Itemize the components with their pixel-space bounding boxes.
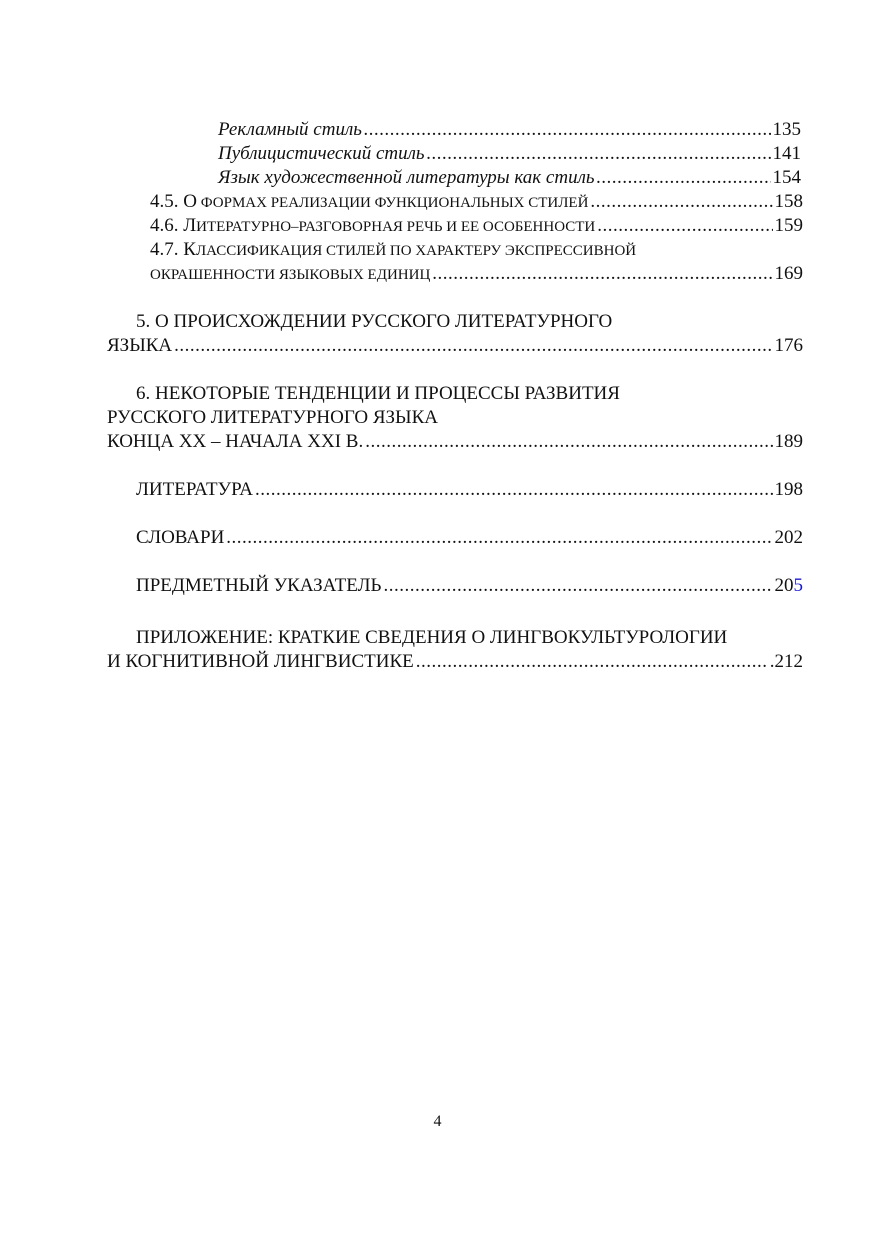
dot-leader [364,118,771,142]
section-title-rest: ФОРМАХ РЕАЛИЗАЦИИ ФУНКЦИОНАЛЬНЫХ СТИЛЕЙ [196,195,589,211]
page-digit-highlight: 5 [793,575,803,596]
dot-leader [416,650,768,674]
toc-chapter-6-line3[interactable] [107,430,803,454]
toc-entry-title: Язык художественной литературы как стиль [218,167,595,188]
toc-entry-page: 198 [774,479,803,500]
toc-entry-4-5[interactable] [150,190,803,215]
toc-appendix-line1[interactable]: ПРИЛОЖЕНИЕ: КРАТКИЕ СВЕДЕНИЯ О ЛИНГВОКУЛЬТУРОЛОГИИ [136,627,728,648]
dot-leader [590,190,772,214]
dot-leader [226,526,772,550]
toc-entry-page: 141 [772,143,801,164]
toc-entry-page: 176 [774,335,803,356]
toc-entry-page: 154 [772,167,801,188]
toc-chapter-6-line1[interactable]: 6. НЕКОТОРЫЕ ТЕНДЕНЦИИ И ПРОЦЕССЫ РАЗВИТИЯ [136,383,620,404]
toc-dictionaries[interactable] [136,526,803,550]
toc-entry-page: 202 [774,527,803,548]
toc-entry-publicistic-style[interactable] [218,142,801,166]
toc-appendix-line2[interactable] [107,650,803,674]
toc-entry-4-6[interactable] [150,214,803,239]
section-number: 4.6. Л [150,215,197,236]
toc-entry-4-7-line1[interactable] [150,238,636,263]
toc-entry-title: Публицистический стиль [218,143,425,164]
toc-entry-fiction-style[interactable] [218,166,801,190]
toc-entry-title: КОНЦА ХХ – НАЧАЛА XXI В. [107,431,364,452]
toc-chapter-6-line2[interactable]: РУССКОГО ЛИТЕРАТУРНОГО ЯЗЫКА [107,407,439,428]
dot-leader [174,334,772,358]
page-number: 4 [433,1113,442,1130]
toc-chapter-5-line2[interactable] [107,334,803,358]
toc-entry-title: ОКРАШЕННОСТИ ЯЗЫКОВЫХ ЕДИНИЦ [150,267,431,283]
toc-entry-page [775,574,804,598]
dot-leader [255,478,773,502]
section-number: 4.7. К [150,239,196,260]
toc-entry-page: 158 [774,191,803,212]
toc-entry-title: ЛИТЕРАТУРА [136,479,253,500]
dot-leader [365,430,772,454]
section-title-rest: ЛАССИФИКАЦИЯ СТИЛЕЙ ПО ХАРАКТЕРУ ЭКСПРЕССИВНОЙ [195,243,637,259]
toc-entry-page: 189 [774,431,803,452]
dot-leader [383,574,772,598]
toc-entry-advertising-style[interactable] [218,118,801,142]
section-number: 4.5. О [150,191,197,212]
toc-entry-title: Рекламный стиль [218,119,362,140]
toc-entry-title [150,190,588,215]
toc-entry-page: 169 [774,263,803,284]
toc-entry-title: И КОГНИТИВНОЙ ЛИНГВИСТИКЕ [107,651,414,672]
dot-leader [597,214,772,238]
dot-leader [432,262,772,286]
toc-entry-title: ЯЗЫКА [107,335,173,356]
toc-chapter-5-line1[interactable]: 5. О ПРОИСХОЖДЕНИИ РУССКОГО ЛИТЕРАТУРНОГО [136,311,613,332]
dot-leader [597,166,771,190]
toc-entry-title: СЛОВАРИ [136,527,225,548]
toc-entry-page: 135 [772,119,801,140]
page-digits: 20 [774,575,794,596]
toc-entry-page: .212 [769,651,803,672]
toc-subject-index[interactable] [136,574,803,598]
section-title-rest: ИТЕРАТУРНО–РАЗГОВОРНАЯ РЕЧЬ И ЕЕ ОСОБЕННОСТИ [196,219,596,235]
toc-entry-title: ПРЕДМЕТНЫЙ УКАЗАТЕЛЬ [136,575,382,596]
dot-leader [427,142,771,166]
toc-literature[interactable] [136,478,803,502]
toc-entry-4-7-line2[interactable] [150,262,803,287]
toc-entry-page: 159 [774,215,803,236]
toc-entry-title [150,214,595,239]
